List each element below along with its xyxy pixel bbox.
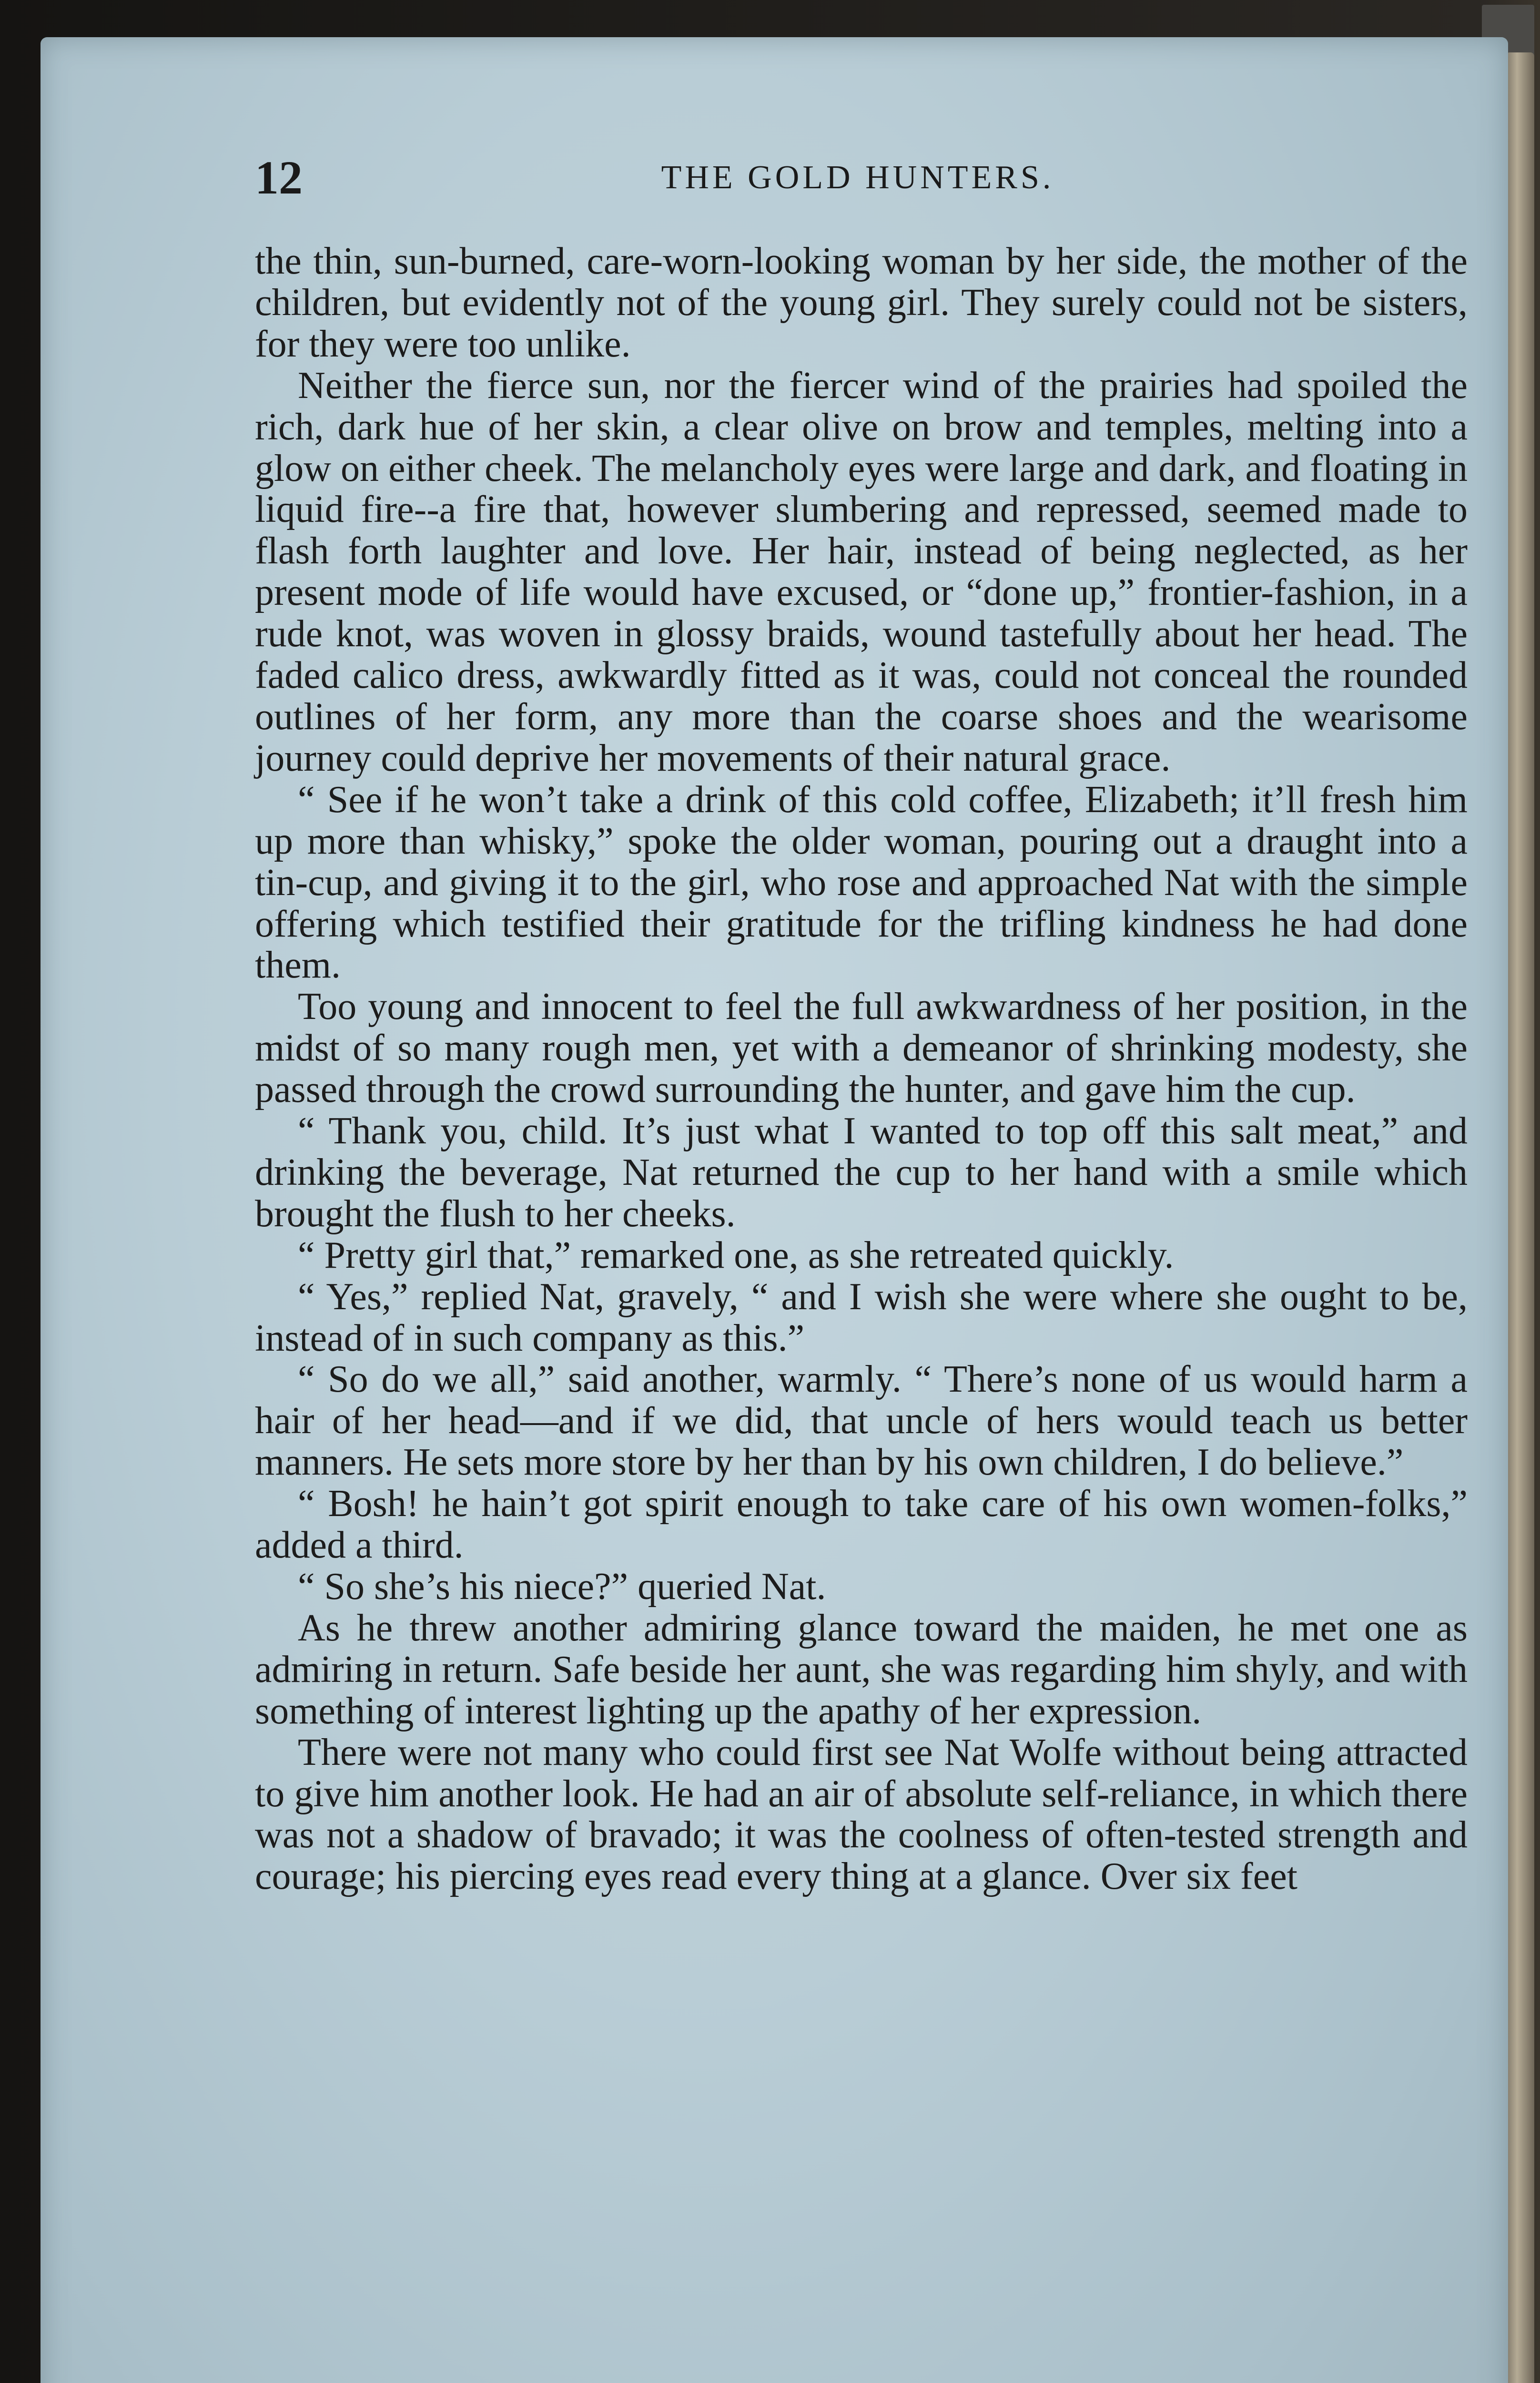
- paragraph: “ So she’s his niece?” queried Nat.: [298, 1566, 826, 1608]
- paragraph: “ See if he won’t take a drink of this cold coffee, Elizabeth; it’ll fresh him up more than whisky,” spoke the older woman, pouring out a draught into a tin-cup, and giving it to the girl, who rose and approached Nat with the simple offering which testified their gratitude for the trifling kindness he had done them.: [255, 778, 1468, 987]
- body-text: [255, 241, 1468, 1897]
- paragraph: Too young and innocent to feel the full awkwardness of her position, in the midst of so many rough men, yet with a demeanor of shrinking modesty, she passed through the crowd surrounding the hunter, and gave him the cup.: [255, 986, 1468, 1111]
- paragraph: “ Yes,” replied Nat, gravely, “ and I wish she were where she ought to be, instead of in such company as this.”: [255, 1275, 1468, 1359]
- page-header: [255, 152, 1470, 204]
- running-title: THE GOLD HUNTERS.: [661, 159, 1054, 196]
- paragraph: There were not many who could first see Nat Wolfe without being attracted to give him another look. He had an air of absolute self-reliance, in which there was not a shadow of bravado; it was the coolness of often-tested strength and courage; his piercing eyes read every thing at a glance. Over six feet: [255, 1731, 1468, 1898]
- paragraph: “ Pretty girl that,” remarked one, as she retreated quickly.: [298, 1234, 1174, 1276]
- paragraph: “ Bosh! he hain’t got spirit enough to take care of his own women-folks,” added a third.: [255, 1483, 1468, 1567]
- page-edge: [1506, 52, 1534, 2383]
- paragraph: Neither the fierce sun, nor the fiercer wind of the prairies had spoiled the rich, dark hue of her skin, a clear olive on brow and temples, melting into a glow on either cheek. The melancholy eyes were large and dark, and floating in liquid fire--a fire that, however slumbering and repressed, seemed made to flash forth laughter and love. Her hair, instead of being neglected, as her present mode of life would have excused, or “done up,” frontier-fashion, in a rude knot, was woven in glossy braids, wound tastefully about her head. The faded calico dress, awkwardly fitted as it was, could not conceal the rounded outlines of her form, any more than the coarse shoes and the wearisome journey could deprive her movements of their natural grace.: [255, 364, 1468, 779]
- page-number: 12: [255, 151, 303, 204]
- paragraph: “ Thank you, child. It’s just what I wanted to top off this salt meat,” and drinking the beverage, Nat returned the cup to her hand with a smile which brought the flush to her cheeks.: [255, 1110, 1468, 1235]
- paragraph: As he threw another admiring glance toward the maiden, he met one as admiring in return. Safe beside her aunt, she was regarding him shyly, and with something of interest lighting up the apathy of her expression.: [255, 1607, 1468, 1732]
- paragraph: “ So do we all,” said another, warmly. “ There’s none of us would harm a hair of her head—and if we did, that uncle of hers would teach us better manners. He sets more store by her than by his own children, I do believe.”: [255, 1358, 1468, 1484]
- paragraph: the thin, sun-burned, care-worn-looking woman by her side, the mother of the children, but evidently not of the young girl. They surely could not be sisters, for they were too unlike.: [255, 240, 1468, 365]
